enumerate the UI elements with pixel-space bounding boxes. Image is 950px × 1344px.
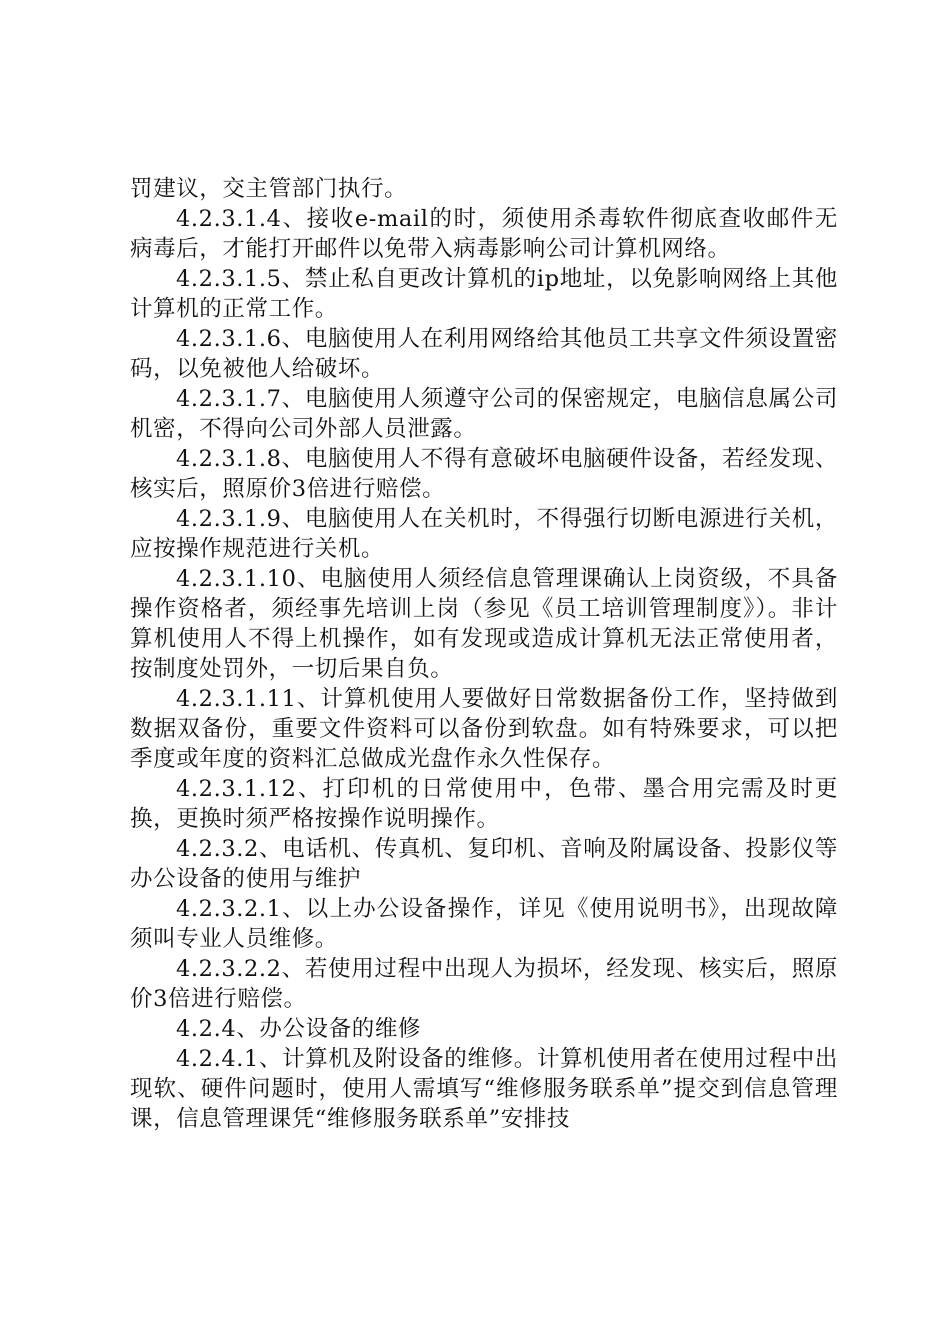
clause-4-2-3-2-2: 4.2.3.2.2、若使用过程中出现人为损坏，经发现、核实后，照原价3倍进行赔偿。 (130, 956, 838, 1012)
clause-4-2-3-2-1: 4.2.3.2.1、以上办公设备操作，详见《使用说明书》，出现故障须叫专业人员维修。 (130, 896, 838, 952)
clause-4-2-3-1-5: 4.2.3.1.5、禁止私自更改计算机的ip地址，以免影响网络上其他计算机的正常工作。 (130, 266, 838, 322)
clause-4-2-3-1-10: 4.2.3.1.10、电脑使用人须经信息管理课确认上岗资级，不具备操作资格者，须经事先培训上岗（参见《员工培训管理制度》）。非计算机使用人不得上机操作，如有发现或造成计算机无法正常使用者，按制度处罚外，一切后果自负。 (130, 566, 838, 682)
clause-4-2-3-1-11: 4.2.3.1.11、计算机使用人要做好日常数据备份工作，坚持做到数据双备份，重要文件资料可以备份到软盘。如有特殊要求，可以把季度或年度的资料汇总做成光盘作永久性保存。 (130, 686, 838, 772)
clause-4-2-3-1-6: 4.2.3.1.6、电脑使用人在利用网络给其他员工共享文件须设置密码，以免被他人给破坏。 (130, 326, 838, 382)
section-heading-4-2-4: 4.2.4、办公设备的维修 (176, 1016, 422, 1042)
clause-4-2-3-1-7: 4.2.3.1.7、电脑使用人须遵守公司的保密规定，电脑信息属公司机密，不得向公司外部人员泄露。 (130, 386, 838, 442)
paragraph-continuation: 罚建议，交主管部门执行。 (130, 176, 408, 202)
document-body (130, 174, 838, 1134)
clause-4-2-3-1-8: 4.2.3.1.8、电脑使用人不得有意破坏电脑硬件设备，若经发现、核实后，照原价3倍进行赔偿。 (130, 446, 838, 502)
clause-4-2-3-1-12: 4.2.3.1.12、打印机的日常使用中，色带、墨合用完需及时更换，更换时须严格按操作说明操作。 (130, 776, 838, 832)
clause-4-2-3-2: 4.2.3.2、电话机、传真机、复印机、音响及附属设备、投影仪等办公设备的使用与维护 (130, 836, 838, 892)
clause-4-2-3-1-9: 4.2.3.1.9、电脑使用人在关机时，不得强行切断电源进行关机，应按操作规范进行关机。 (130, 506, 838, 562)
clause-4-2-3-1-4: 4.2.3.1.4、接收e-mail的时，须使用杀毒软件彻底查收邮件无病毒后，才能打开邮件以免带入病毒影响公司计算机网络。 (130, 206, 838, 262)
clause-4-2-4-1: 4.2.4.1、计算机及附设备的维修。计算机使用者在使用过程中出现软、硬件问题时，使用人需填写“维修服务联系单”提交到信息管理课，信息管理课凭“维修服务联系单”安排技 (130, 1046, 838, 1132)
